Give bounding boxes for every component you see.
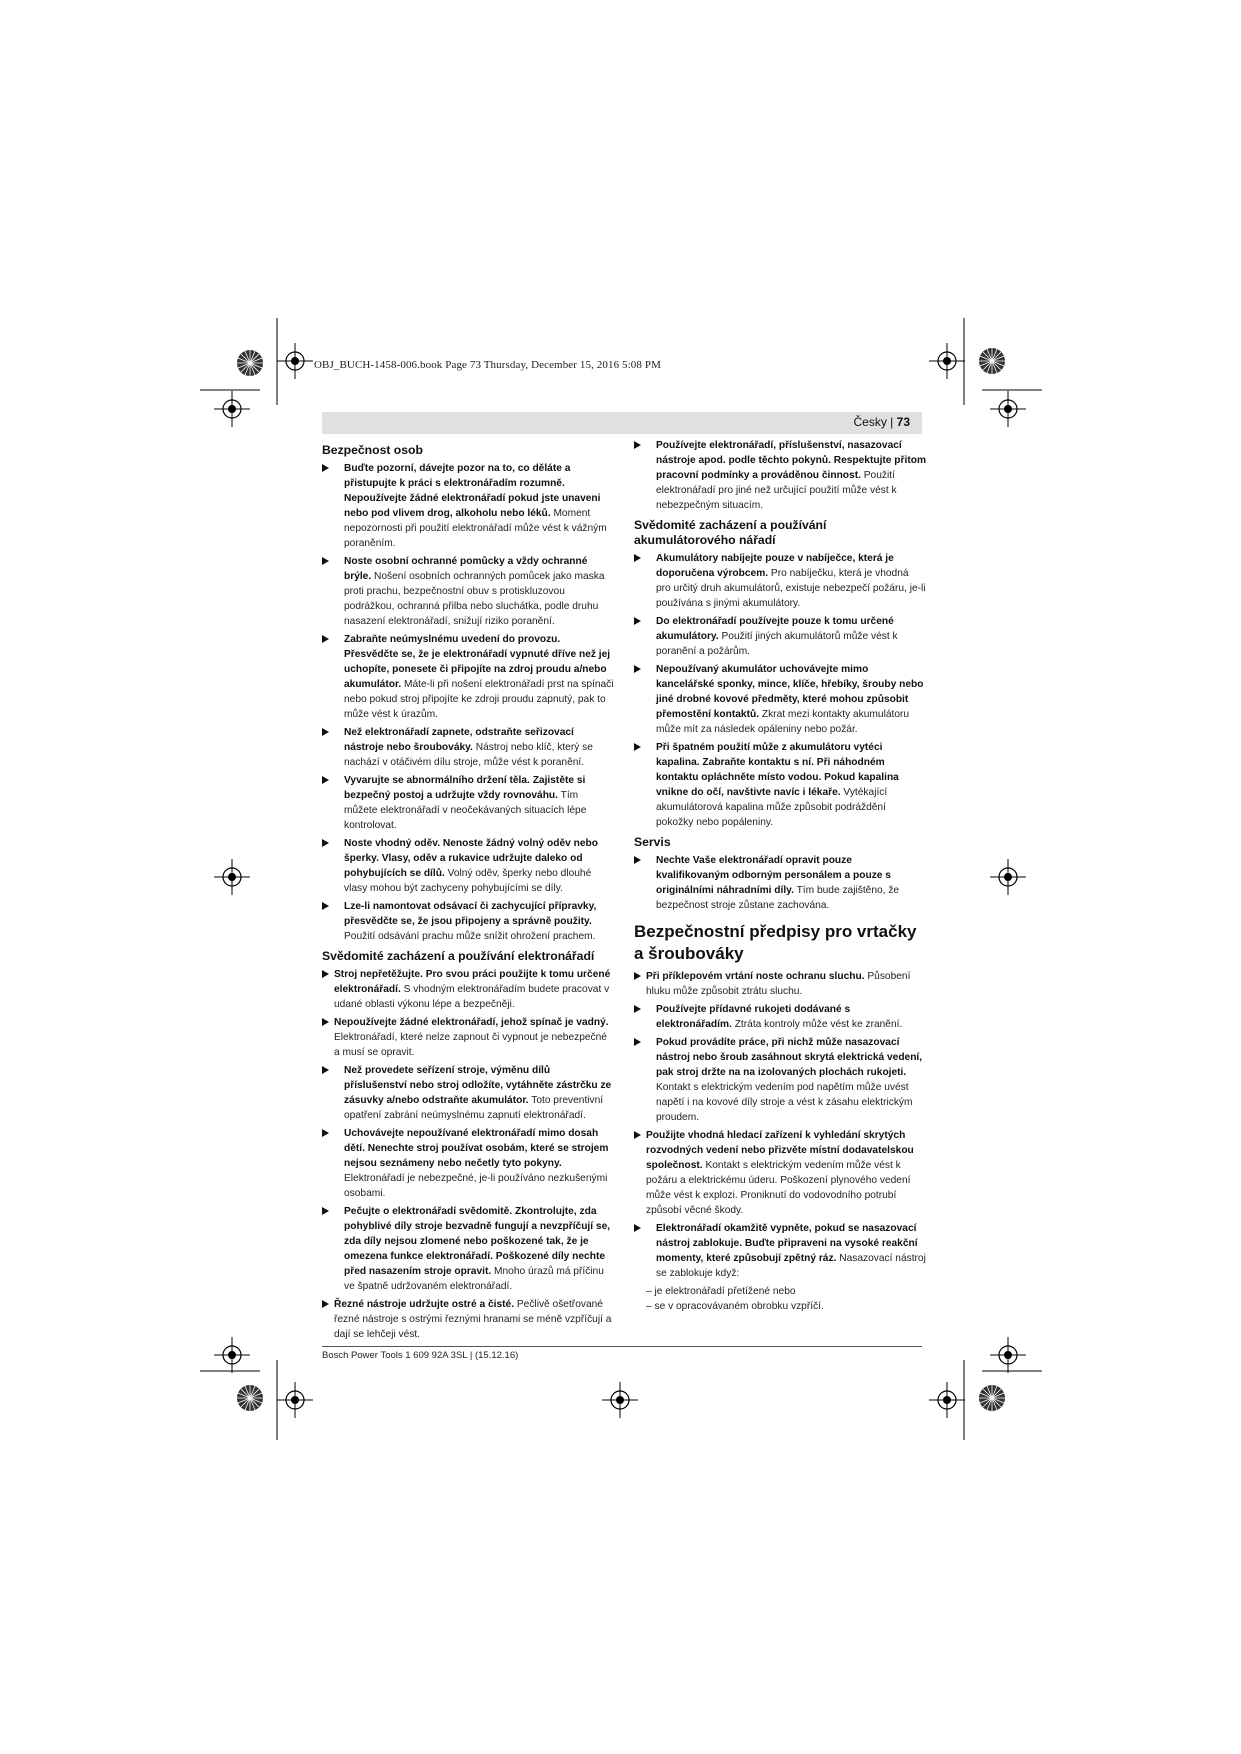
item-text: Tím můžete elektronářadí v neočekávaných situacích lépe kontrolovat. bbox=[344, 790, 587, 831]
bullet-triangle-icon bbox=[322, 776, 329, 784]
right-column bbox=[634, 438, 926, 1314]
item-bold-text: Noste vhodný oděv. Nenoste žádný volný oděv nebo šperky. Vlasy, oděv a rukavice udržujte daleko od pohybujících se dílů. bbox=[344, 838, 598, 879]
item-text: Moment nepozornosti při použití elektronářadí může vést k vážným poraněním. bbox=[344, 508, 607, 549]
item-bold-text: Buďte pozorní, dávejte pozor na to, co děláte a přistupujte k práci s elektronářadím rozumně. Nepoužívejte žádné elektronářadí pokud jste unaveni nebo pod vlivem drog, alkoholu nebo léků. bbox=[344, 463, 601, 519]
list-item bbox=[322, 836, 614, 896]
list-item bbox=[634, 1221, 926, 1281]
bullet-triangle-icon bbox=[322, 1066, 329, 1074]
list-item bbox=[634, 1128, 926, 1218]
sub-list-line: – se v opracovávaném obrobku vzpříčí. bbox=[646, 1301, 824, 1312]
bullet-triangle-icon bbox=[322, 728, 329, 736]
item-bold-text: Při příklepovém vrtání noste ochranu sluchu. bbox=[646, 971, 865, 982]
header-separator: | bbox=[886, 415, 897, 429]
bullet-triangle-icon bbox=[322, 1207, 329, 1215]
item-text: S vhodným elektronářadím budete pracovat v udané oblasti výkonu lépe a bezpečněji. bbox=[334, 984, 610, 1010]
list-item bbox=[634, 853, 926, 913]
item-text: Použití elektronářadí pro jiné než určující použití může vést k nebezpečným situacím. bbox=[656, 470, 897, 511]
item-bold-text: Používejte přídavné rukojeti dodávané s elektronářadím. bbox=[656, 1004, 851, 1030]
item-text: Pro nabíječku, která je vhodná pro určitý druh akumulátorů, existuje nebezpečí požáru, je-li používána s jinými akumulátory. bbox=[656, 568, 926, 609]
bullet-triangle-icon bbox=[322, 557, 329, 565]
item-bold-text: Nepoužívaný akumulátor uchovávejte mimo kancelářské sponky, mince, klíče, hřebíky, šrouby nebo jiné drobné kovové předměty, které mohou způsobit přemostění kontaktů. bbox=[656, 664, 924, 720]
section-heading-battery-tools: Svědomité zacházení a používání akumulátorového nářadí bbox=[634, 518, 827, 547]
item-text: Elektronářadí je nebezpečné, je-li používáno nezkušenými osobami. bbox=[344, 1173, 608, 1199]
item-text: Vytékající akumulátorová kapalina může způsobit podráždění pokožky nebo popáleniny. bbox=[656, 787, 888, 828]
bullet-triangle-icon bbox=[634, 617, 641, 625]
bullet-triangle-icon bbox=[322, 635, 329, 643]
item-text: Kontakt s elektrickým vedením může vést k požáru a elektrickému úderu. Poškození plynového vedení může vést k explozi. Proniknutí do vodovodního potrubí způsobí věcné škody. bbox=[646, 1160, 911, 1216]
bullet-triangle-icon bbox=[634, 1005, 641, 1013]
bullet-triangle-icon bbox=[634, 1038, 641, 1046]
bullet-triangle-icon bbox=[322, 464, 329, 472]
item-text: Elektronářadí, které nelze zapnout či vypnout je nebezpečné a musí se opravit. bbox=[334, 1032, 607, 1058]
page-number: 73 bbox=[896, 415, 910, 429]
list-item bbox=[322, 632, 614, 722]
item-text: Ztráta kontroly může vést ke zranění. bbox=[731, 1019, 903, 1030]
item-text: Nasazovací nástroj se zablokuje když: bbox=[656, 1253, 926, 1279]
list-item bbox=[634, 740, 926, 830]
list-item bbox=[634, 438, 926, 513]
list-item bbox=[634, 1002, 926, 1032]
list-item bbox=[322, 461, 614, 551]
item-text: Tím bude zajištěno, že bezpečnost stroje zůstane zachována. bbox=[656, 885, 900, 911]
bullet-triangle-icon bbox=[322, 970, 329, 978]
item-bold-text: Stroj nepřetěžujte. Pro svou práci použijte k tomu určené elektronářadí. bbox=[334, 969, 611, 995]
item-bold-text: Používejte elektronářadí, příslušenství, nasazovací nástroje apod. podle těchto pokynů. Respektujte přitom pracovní podmínky a prováděnou činnost. bbox=[656, 440, 926, 481]
item-bold-text: Použijte vhodná hledací zařízení k vyhledání skrytých rozvodných vedení nebo přizvěte místní dodavatelskou společnost. bbox=[646, 1130, 914, 1171]
item-text: Volný oděv, šperky nebo dlouhé vlasy mohou být zachyceny pohybujícími se díly. bbox=[344, 868, 592, 894]
item-text: Pečlivě ošetřované řezné nástroje s ostrými řeznými hranami se méně vzpříčují a dají se lehčeji vést. bbox=[334, 1299, 612, 1340]
item-bold-text: Než provedete seřízení stroje, výměnu dílů příslušenství nebo stroj odložíte, vytáhněte zástrčku ze zásuvky a/nebo odstraňte akumulátor. bbox=[344, 1065, 612, 1106]
list-item bbox=[634, 969, 926, 999]
footer-rule bbox=[322, 1346, 922, 1347]
section-heading-service: Servis bbox=[634, 835, 671, 849]
bullet-triangle-icon bbox=[322, 1300, 329, 1308]
bullet-triangle-icon bbox=[634, 441, 641, 449]
bullet-triangle-icon bbox=[322, 1018, 329, 1026]
list-item bbox=[322, 554, 614, 629]
list-item bbox=[322, 725, 614, 770]
page-header bbox=[322, 412, 922, 434]
bullet-triangle-icon bbox=[322, 1129, 329, 1137]
list-item bbox=[322, 1297, 614, 1342]
item-text: Zkrat mezi kontakty akumulátoru může mít za následek opáleniny nebo požár. bbox=[656, 709, 910, 735]
item-text: Kontakt s elektrickým vedením pod napětím může uvést napětí i na kovové díly stroje a vést k zásahu elektrickým proudem. bbox=[656, 1082, 913, 1123]
section-heading-drills: Bezpečnostní předpisy pro vrtačky a šroubováky bbox=[634, 922, 917, 963]
item-bold-text: Pečujte o elektronářadí svědomitě. Zkontrolujte, zda pohyblivé díly stroje bezvadně fungují a nevzpříčují se, zda díly nejsou zlomené nebo poškozené tak, že je omezena funkce elektronářadí. Poškozené díly nechte před nasazením stroje opravit. bbox=[344, 1206, 611, 1277]
list-item bbox=[322, 1063, 614, 1123]
item-bold-text: Řezné nástroje udržujte ostré a čisté. bbox=[334, 1299, 515, 1310]
list-item bbox=[634, 551, 926, 611]
item-bold-text: Noste osobní ochranné pomůcky a vždy ochranné brýle. bbox=[344, 556, 588, 582]
bullet-triangle-icon bbox=[322, 902, 329, 910]
item-text: Nástroj nebo klíč, který se nachází v otáčivém dílu stroje, může vést k poranění. bbox=[344, 742, 593, 768]
language-label: Česky bbox=[853, 415, 887, 429]
section-heading-tool-use: Svědomité zacházení a používání elektronářadí bbox=[322, 949, 595, 963]
bullet-triangle-icon bbox=[634, 972, 641, 980]
item-bold-text: Nechte Vaše elektronářadí opravit pouze kvalifikovaným odborným personálem a pouze s originálními náhradními díly. bbox=[656, 855, 891, 896]
bullet-triangle-icon bbox=[634, 1224, 641, 1232]
bullet-triangle-icon bbox=[634, 665, 641, 673]
item-text: Působení hluku může způsobit ztrátu sluchu. bbox=[646, 971, 911, 997]
item-bold-text: Zabraňte neúmyslnému uvedení do provozu. Přesvědčte se, že je elektronářadí vypnuté dříve než jej uchopíte, ponesete či připojíte na zdroj proudu a/nebo akumulátor. bbox=[344, 634, 611, 690]
item-bold-text: Do elektronářadí používejte pouze k tomu určené akumulátory. bbox=[656, 616, 894, 642]
item-bold-text: Nepoužívejte žádné elektronářadí, jehož spínač je vadný. bbox=[334, 1017, 609, 1028]
list-item bbox=[322, 1126, 614, 1201]
item-text: Použití jiných akumulátorů může vést k poranění a požárům. bbox=[656, 631, 898, 657]
list-item bbox=[322, 1204, 614, 1294]
item-text: Mnoho úrazů má příčinu ve špatně udržovaném elektronářadí. bbox=[344, 1266, 604, 1292]
list-item bbox=[634, 614, 926, 659]
item-text: Použití odsávání prachu může snížit ohrožení prachem. bbox=[344, 931, 596, 942]
list-item bbox=[634, 662, 926, 737]
footer-text: Bosch Power Tools 1 609 92A 3SL | (15.12.16) bbox=[322, 1350, 519, 1361]
list-item bbox=[322, 773, 614, 833]
bullet-triangle-icon bbox=[634, 1131, 641, 1139]
item-bold-text: Než elektronářadí zapnete, odstraňte seřizovací nástroje nebo šroubováky. bbox=[344, 727, 574, 753]
item-bold-text: Akumulátory nabíjejte pouze v nabíječce, která je doporučena výrobcem. bbox=[656, 553, 894, 579]
bullet-triangle-icon bbox=[634, 554, 641, 562]
list-item bbox=[634, 1035, 926, 1125]
item-bold-text: Pokud provádíte práce, při nichž může nasazovací nástroj nebo šroub zasáhnout skrytá elektrická vedení, pak stroj držte na na izolovaných plochách rukojeti. bbox=[656, 1037, 923, 1078]
list-item bbox=[322, 899, 614, 944]
section-heading-personal-safety: Bezpečnost osob bbox=[322, 443, 423, 457]
book-info-line: OBJ_BUCH-1458-006.book Page 73 Thursday, December 15, 2016 5:08 PM bbox=[314, 359, 661, 371]
item-text: Toto preventivní opatření zabrání neúmyslnému zapnutí elektronářadí. bbox=[344, 1095, 604, 1121]
bullet-triangle-icon bbox=[634, 856, 641, 864]
list-item bbox=[322, 967, 614, 1012]
left-column bbox=[322, 438, 614, 1345]
bullet-triangle-icon bbox=[322, 839, 329, 847]
item-bold-text: Elektronářadí okamžitě vypněte, pokud se nasazovací nástroj zablokuje. Buďte připraveni na vysoké reakční momenty, které způsobují zpětný ráz. bbox=[656, 1223, 918, 1264]
item-bold-text: Uchovávejte nepoužívané elektronářadí mimo dosah dětí. Nenechte stroj používat osobám, které se strojem nejsou seznámeny nebo nečetly tyto pokyny. bbox=[344, 1128, 609, 1169]
item-text: Máte-li při nošení elektronářadí prst na spínači nebo pokud stroj připojíte ke zdroji proudu zapnutý, pak to může vést k úrazům. bbox=[344, 679, 614, 720]
item-bold-text: Při špatném použití může z akumulátoru vytéci kapalina. Zabraňte kontaktu s ní. Při náhodném kontaktu opláchněte místo vodou. Pokud kapalina vnikne do očí, navštivte navíc i lékaře. bbox=[656, 742, 899, 798]
item-bold-text: Lze-li namontovat odsávací či zachycující přípravky, přesvědčte se, že jsou připojeny a správně použity. bbox=[344, 901, 597, 927]
bullet-triangle-icon bbox=[634, 743, 641, 751]
page-header-label bbox=[854, 415, 911, 429]
item-bold-text: Vyvarujte se abnormálního držení těla. Zajistěte si bezpečný postoj a udržujte vždy rovnováhu. bbox=[344, 775, 586, 801]
list-item bbox=[322, 1015, 614, 1060]
sub-list-line: – je elektronářadí přetížené nebo bbox=[646, 1286, 796, 1297]
item-text: Nošení osobních ochranných pomůcek jako maska proti prachu, bezpečnostní obuv s protiskluzovou podrážkou, ochranná přilba nebo sluchátka, podle druhu nasazení elektronářadí, snižují riziko poranění. bbox=[344, 571, 605, 627]
